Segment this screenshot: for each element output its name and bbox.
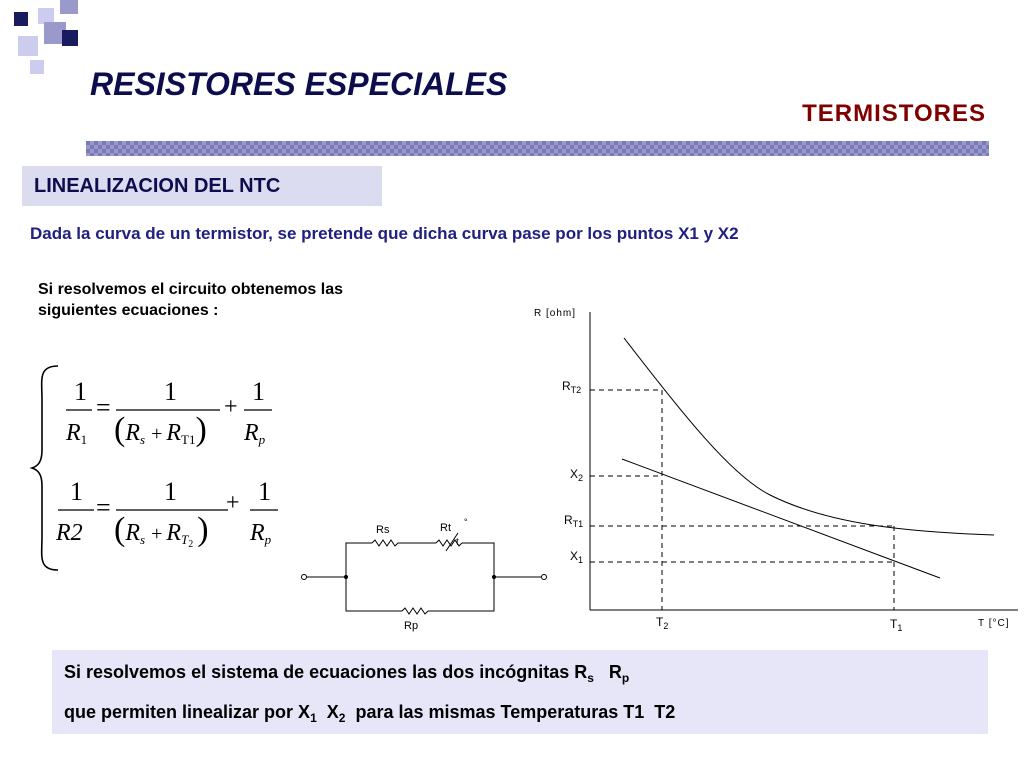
conclusion-line-1 xyxy=(64,662,629,683)
eq1-rhs-num: 1 xyxy=(252,377,265,406)
eq2-mid-den: (Rs + RT2 ) xyxy=(114,511,209,550)
eq1-equals: = xyxy=(96,393,111,422)
guide-lines xyxy=(590,390,894,610)
section-label: LINEALIZACION DEL NTC xyxy=(34,175,281,197)
section-label-box xyxy=(22,166,382,206)
rs-resistor xyxy=(372,540,398,546)
rp-label: Rp xyxy=(404,620,419,632)
sub-p: p xyxy=(621,671,630,685)
rp-resistor xyxy=(402,608,428,614)
linearized-line xyxy=(622,459,940,578)
ntc-curve xyxy=(624,338,994,535)
terminal-left xyxy=(302,575,307,580)
rt-label: Rt xyxy=(440,522,451,534)
conclusion-line-1-text: Si resolvemos el sistema de ecuaciones las dos incógnitas R xyxy=(64,662,588,682)
label-x2: $X_2$ xyxy=(570,467,584,483)
label-rt2: $R_{T2}$ xyxy=(562,379,582,395)
eq1-lhs-num: 1 xyxy=(74,377,87,406)
y-axis-label: R [ohm] xyxy=(534,308,577,319)
label-rt1: $R_{T1}$ xyxy=(564,513,584,529)
lead-line-1: Si resolvemos el circuito obtenemos las xyxy=(38,281,343,298)
deco-square-mid-1 xyxy=(60,0,78,14)
conclusion-line-2-end: para las mismas Temperaturas T1 T2 xyxy=(345,702,676,722)
bottom-wire xyxy=(346,577,402,611)
equation-1 xyxy=(65,377,272,448)
eq1-mid-den: (Rs + RT1) xyxy=(114,411,207,448)
eq2-mid-num: 1 xyxy=(164,477,177,506)
equation-2 xyxy=(55,477,278,550)
eq2-rhs-den: Rp xyxy=(250,520,272,547)
deco-square-light-3 xyxy=(30,60,44,74)
x-axis-label: T [°C] xyxy=(978,618,1010,629)
deg-symbol: ° xyxy=(464,517,468,527)
eq2-equals: = xyxy=(96,493,111,522)
slide-title: RESISTORES ESPECIALES xyxy=(90,66,508,102)
eq2-rhs-num: 1 xyxy=(258,477,271,506)
eq2-plus: + xyxy=(226,490,240,516)
conclusion-line-2-text: que permiten linealizar por X xyxy=(64,702,311,722)
brace xyxy=(32,366,58,570)
eq1-lhs-den: R1 xyxy=(66,420,88,447)
conclusion-line-1-mid: R xyxy=(593,662,622,682)
slide-subtitle: TERMISTORES xyxy=(802,100,986,127)
eq1-mid-num: 1 xyxy=(164,377,177,406)
top-wire-right xyxy=(462,543,494,577)
sub-1: 1 xyxy=(310,711,317,725)
lead-line-2: siguientes ecuaciones : xyxy=(38,302,219,319)
bottom-wire-right xyxy=(428,577,494,611)
label-x1: $X_1$ xyxy=(570,549,584,565)
deco-square-light-2 xyxy=(18,36,38,56)
deco-square-dark-1 xyxy=(14,12,28,26)
t-symbol: t xyxy=(456,537,459,548)
rs-label: Rs xyxy=(376,524,390,536)
ntc-curve-graph xyxy=(510,300,1024,640)
deco-square-dark-2 xyxy=(62,30,78,46)
eq1-rhs-den: Rp xyxy=(244,420,266,447)
label-t1: $T_1$ xyxy=(890,617,903,633)
lead-text xyxy=(38,279,438,321)
top-wire xyxy=(346,543,372,577)
intro-text: Dada la curva de un termistor, se pretende que dicha curva pase por los puntos X1 y X2 xyxy=(30,224,739,243)
eq1-plus: + xyxy=(224,394,238,420)
conclusion-line-2 xyxy=(64,702,675,723)
conclusion-box xyxy=(52,650,988,734)
conclusion-line-2-mid: X xyxy=(316,702,339,722)
checkered-divider-bar xyxy=(86,141,989,156)
eq2-lhs-den: R2 xyxy=(56,520,83,546)
label-t2: $T_2$ xyxy=(656,615,669,631)
sub-2: 2 xyxy=(338,711,346,725)
sub-s: s xyxy=(587,671,594,685)
equation-system xyxy=(28,360,298,575)
eq2-lhs-num: 1 xyxy=(70,477,83,506)
